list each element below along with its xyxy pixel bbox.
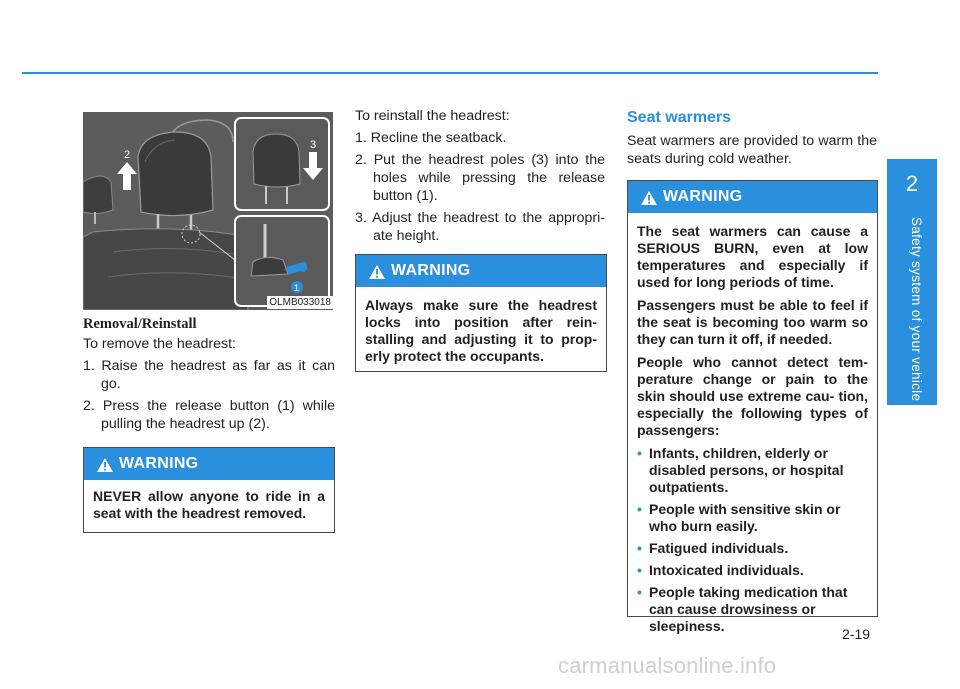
warning-paragraph: Passengers must be able to feel if the seat is becoming too warm so they can turn it off, if needed. xyxy=(637,297,868,347)
bullet-icon: • xyxy=(637,501,642,517)
warning-header xyxy=(356,255,606,287)
reinstall-step: 1. Recline the seatback. xyxy=(355,130,507,146)
list-item: • People taking medication that can cause drowsiness or sleepiness. xyxy=(637,584,848,634)
callout-1: 1 xyxy=(294,283,300,293)
warning-box-headrest-removed xyxy=(83,447,335,533)
chapter-title: Safety system of your vehicle xyxy=(909,217,924,402)
reinstall-step: 3. Adjust the headrest to the appropri- ate height. xyxy=(355,210,605,244)
removal-step: 1. Raise the headrest as far as it can go. xyxy=(83,358,335,392)
list-item: • Intoxicated individuals. xyxy=(637,562,804,578)
warning-triangle-icon xyxy=(641,191,657,205)
removal-intro: To remove the headrest: xyxy=(83,336,236,352)
page-number: 2-19 xyxy=(842,626,871,642)
warning-triangle-icon xyxy=(369,265,385,279)
headrest-illustration xyxy=(83,112,333,310)
warning-header xyxy=(84,448,334,480)
list-item: • Fatigued individuals. xyxy=(637,540,789,556)
bullet-icon: • xyxy=(637,584,642,600)
warning-paragraph: People who cannot detect tem- perature change or pain to the skin should use extreme cau- tion, especially the following types of passengers: xyxy=(637,354,868,438)
warning-triangle-icon xyxy=(97,458,113,472)
chapter-tab xyxy=(887,159,937,405)
figure-code-label: OLMB033018 xyxy=(269,297,331,308)
warning-box-headrest-locks xyxy=(355,254,607,372)
warning-title: WARNING xyxy=(119,455,199,472)
warning-title: WARNING xyxy=(663,188,743,205)
list-item: • Infants, children, elderly or disabled persons, or hospital outpatients. xyxy=(637,445,844,495)
removal-step: 2. Press the release button (1) while pulling the headrest up (2). xyxy=(83,398,335,432)
warning-text: NEVER allow anyone to ride in a seat with the headrest removed. xyxy=(93,488,325,521)
headrest-figure xyxy=(83,112,333,310)
warning-header xyxy=(628,181,877,213)
warning-text: Always make sure the headrest locks into position after rein- stalling and adjusting it to prop- erly protect the occupants. xyxy=(365,297,597,364)
removal-section xyxy=(83,335,335,437)
chapter-number: 2 xyxy=(905,171,919,196)
bullet-icon: • xyxy=(637,445,642,461)
bullet-icon: • xyxy=(637,562,642,578)
list-item: • People with sensitive skin or who burn easily. xyxy=(637,501,841,534)
seat-warmers-heading: Seat warmers xyxy=(627,109,732,126)
watermark: carmanualsonline.info xyxy=(558,653,777,678)
reinstall-intro: To reinstall the headrest: xyxy=(355,108,510,124)
warning-title: WARNING xyxy=(391,262,471,279)
reinstall-step: 2. Put the headrest poles (3) into the holes while pressing the release button (1). xyxy=(355,152,605,204)
removal-heading: Removal/Reinstall xyxy=(83,316,197,332)
callout-3: 3 xyxy=(310,139,317,151)
bullet-icon: • xyxy=(637,540,642,556)
seat-warmers-intro: Seat warmers are provided to warm the seats during cold weather. xyxy=(627,133,877,167)
top-rule xyxy=(22,72,878,74)
callout-2: 2 xyxy=(124,149,131,161)
warning-content xyxy=(628,213,877,648)
warning-paragraph: The seat warmers can cause a SERIOUS BURN, even at low temperatures and especially if used for long periods of time. xyxy=(637,223,868,290)
warning-bullet-list xyxy=(637,445,868,635)
reinstall-section xyxy=(355,107,605,249)
